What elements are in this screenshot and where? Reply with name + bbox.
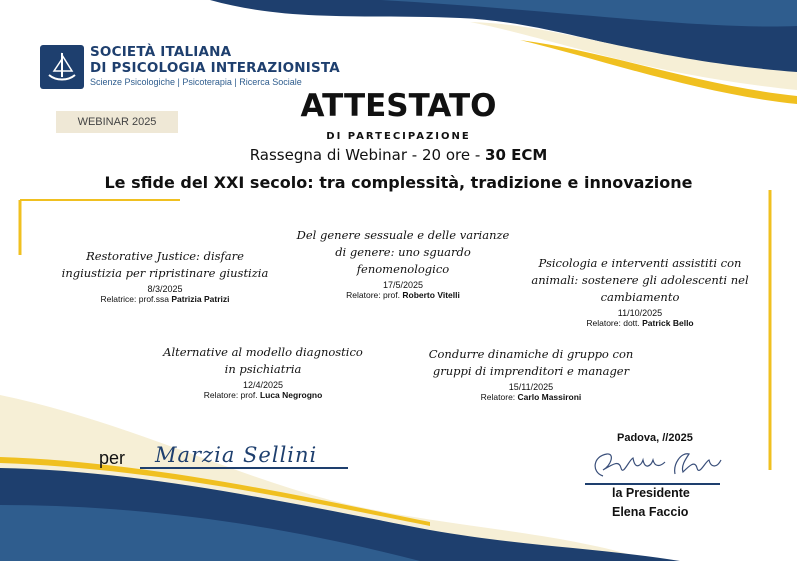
- session-date: 17/5/2025: [382, 280, 424, 290]
- session-speaker: Relatore: prof. Luca Negrogno: [203, 390, 323, 400]
- recipient-underline: [140, 467, 348, 469]
- series-theme: Le sfide del XXI secolo: tra complessità, tradizione e innovazione: [104, 173, 693, 192]
- session-speaker: Relatore: Carlo Massironi: [480, 392, 582, 402]
- recipient-name: Marzia Sellini: [155, 443, 318, 467]
- session-date: 11/10/2025: [617, 308, 663, 318]
- session-date: 15/11/2025: [508, 382, 554, 392]
- ship-logo-icon: [40, 45, 84, 89]
- session-title: Del genere sessuale e delle varianze di genere: uno sguardo fenomenologico: [296, 228, 510, 276]
- place-date: Padova, //2025: [617, 432, 693, 444]
- president-label: la Presidente: [612, 486, 690, 500]
- webinar-series-info: [0, 146, 797, 164]
- session-item: [158, 344, 368, 400]
- president-name: Elena Faccio: [612, 505, 689, 519]
- organization-name-line2: DI PSICOLOGIA INTERAZIONISTA: [90, 60, 340, 76]
- session-date: 12/4/2025: [242, 380, 284, 390]
- session-item: [296, 227, 510, 300]
- certificate-subtitle: DI PARTECIPAZIONE: [326, 131, 471, 142]
- series-text: Rassegna di Webinar - 20 ore -: [249, 146, 486, 164]
- recipient-label: per: [99, 448, 126, 468]
- session-speaker: Relatrice: prof.ssa Patrizia Patrizi: [100, 294, 230, 304]
- organization-name-line1: SOCIETÀ ITALIANA: [90, 44, 232, 60]
- session-item: [415, 346, 647, 402]
- webinar-badge: WEBINAR 2025: [56, 111, 178, 133]
- session-item: [518, 255, 762, 328]
- ecm-credits: 30 ECM: [485, 146, 548, 164]
- signature-icon: [585, 446, 725, 486]
- session-title: Psicologia e interventi assistiti con animali: sostenere gli adolescenti nel cambiamento: [531, 256, 749, 304]
- session-title: Condurre dinamiche di gruppo con gruppi di imprenditori e manager: [428, 347, 634, 378]
- session-title: Alternative al modello diagnostico in psichiatria: [163, 345, 363, 376]
- session-title: Restorative Justice: disfare ingiustizia per ripristinare giustizia: [61, 249, 269, 280]
- session-speaker: Relatore: prof. Roberto Vitelli: [346, 290, 460, 300]
- session-speaker: Relatore: dott. Patrick Bello: [586, 318, 694, 328]
- session-item: [55, 248, 275, 304]
- signature-underline: [585, 483, 720, 485]
- certificate-title: ATTESTATO: [300, 88, 497, 124]
- organization-name: [90, 44, 340, 76]
- organization-tagline: Scienze Psicologiche | Psicoterapia | Ricerca Sociale: [90, 77, 302, 87]
- session-date: 8/3/2025: [147, 284, 183, 294]
